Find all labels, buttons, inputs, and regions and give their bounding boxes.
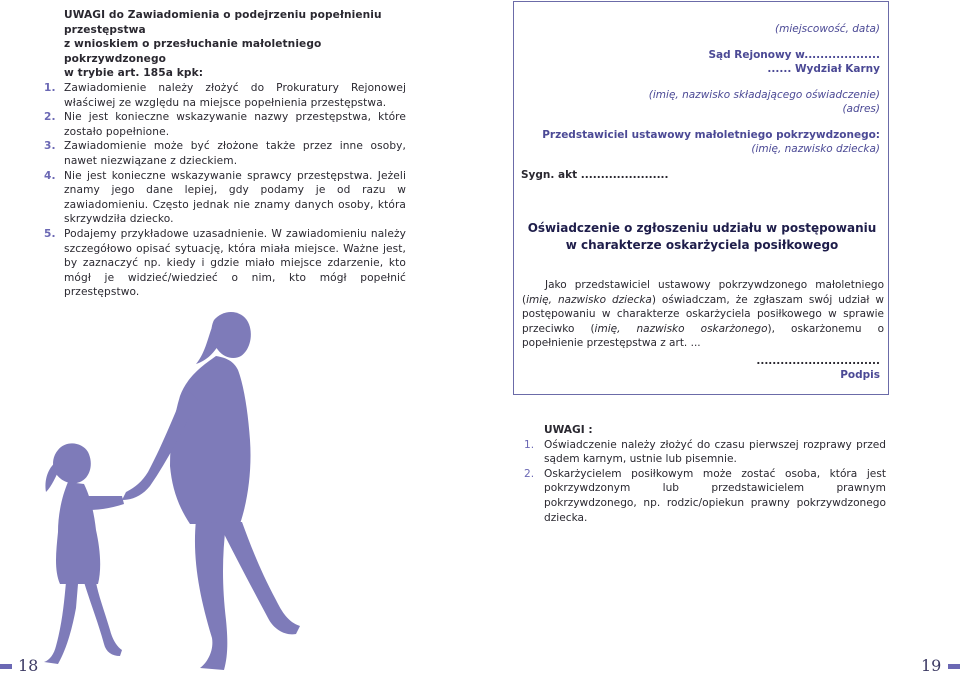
remarks-section [524,423,886,525]
remark-number: 2. [524,467,535,480]
form-body-placeholder: imię, nazwisko oskarżonego [594,322,768,335]
declarant-field: (imię, nazwisko składającego oświadczenie) [648,89,880,101]
form-body-text: ) oświadczam, że zgłaszam swój udział w postępowaniu w charakterze oskarżyciela posiłkowego w sprawie przeciwko ( [522,293,884,335]
notes-title-line: z wnioskiem o przesłuchanie małoletniego pokrzywdzonego [64,38,322,65]
signature-label: Podpis [840,369,880,381]
form-body-placeholder: imię, nazwisko dziecka [526,293,652,306]
case-reference: Sygn. akt ...................... [521,169,669,181]
notes-title [44,8,406,81]
note-text: Zawiadomienie może być złożone także przez inne osoby, nawet niezwiązane z dzieckiem. [64,140,406,167]
note-text: Podajemy przykładowe uzasadnienie. W zawiadomieniu należy szczegółowo opisać sytuację, która miała miejsce. Ważne jest, by zaznaczyć np. kiedy i gdzie miało miejsce zdarzenie, kto mógł je widzieć/wiedzieć o nim, kto mógł popełnić przestępstwo. [64,227,406,299]
notes-section [44,8,406,300]
note-text: Nie jest konieczne wskazywanie nazwy przestępstwa, które zostało popełnione. [64,111,406,138]
note-number: 2. [44,111,56,124]
page-accent-bar [948,664,960,669]
declaration-form-box [513,1,889,395]
note-item [44,110,406,139]
remarks-list [524,438,886,526]
page-accent-bar [0,664,12,669]
note-number: 5. [44,227,56,240]
page-number: 18 [18,656,39,675]
right-page [480,0,960,674]
division-field: ...... Wydział Karny [767,63,880,75]
signature-line: ............................... [756,355,880,367]
court-field: Sąd Rejonowy w................... [708,49,880,61]
notes-title-line: UWAGI do Zawiadomienia o podejrzeniu popełnieniu przestępstwa [64,9,382,36]
form-title-line: Oświadczenie o zgłoszeniu udziału w postępowaniu [527,221,877,235]
form-body [522,278,884,351]
remark-item [524,467,886,525]
representative-label: Przedstawiciel ustawowy małoletniego pokrzywdzonego: [542,129,880,141]
remark-number: 1. [524,438,535,451]
note-number: 3. [44,140,56,153]
notes-list [44,81,406,300]
adult-child-silhouette-image [38,300,338,680]
note-item [44,139,406,168]
child-name-field: (imię, nazwisko dziecka) [751,143,880,155]
note-number: 1. [44,81,56,94]
remark-text: Oświadczenie należy złożyć do czasu pierwszej rozprawy przed sądem karnym, ustnie lub pisemnie. [544,438,886,466]
note-number: 4. [44,169,56,182]
remark-item [524,438,886,467]
left-page [0,0,480,674]
form-body-text: ), oskarżonemu o popełnienie przestępstwa z art. ... [522,322,885,350]
form-title [514,220,890,254]
note-text: Zawiadomienie należy złożyć do Prokuratury Rejonowej właściwej ze względu na miejsce popełnienia przestępstwa. [64,81,406,109]
note-item [44,227,406,300]
page-number: 19 [921,656,942,675]
note-item [44,81,406,110]
notes-title-line: w trybie art. 185a kpk: [64,67,204,80]
address-field: (adres) [842,103,880,115]
form-body-text: Jako przedstawiciel ustawowy pokrzywdzonego małoletniego ( [522,279,884,306]
note-text: Nie jest konieczne wskazywanie sprawcy przestępstwa. Jeżeli znamy jego dane lepiej, gdy podamy je od razu w zawiadomieniu. Często jednak nie znamy danych osoby, która skrzywdziła dziecko. [64,169,406,226]
remark-text: Oskarżycielem posiłkowym może zostać osoba, która jest pokrzywdzonym lub przedstawicielem prawnym pokrzywdzonego, np. rodzic/opiekun prawny pokrzywdzonego dziecka. [544,467,886,524]
form-title-line: w charakterze oskarżyciela posiłkowego [565,238,839,252]
place-date-field: (miejscowość, data) [775,23,880,35]
note-item [44,169,406,227]
remarks-title: UWAGI : [544,424,593,436]
